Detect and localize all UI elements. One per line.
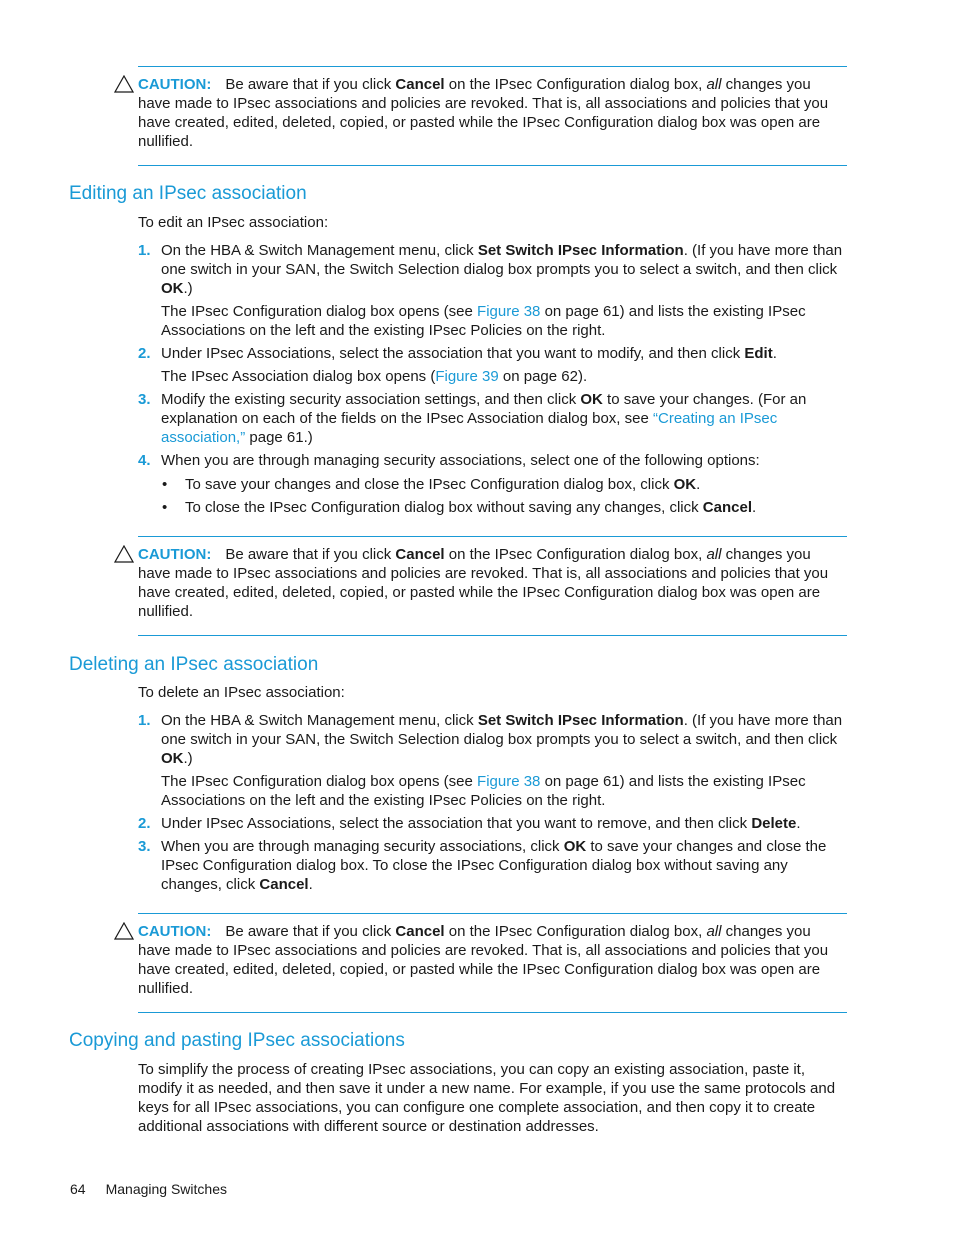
caution-all-italic: all	[706, 923, 722, 940]
caution-text	[138, 545, 847, 621]
text-part: .)	[183, 280, 193, 297]
text-part: When you are through managing security associations, click	[161, 838, 564, 855]
caution-text	[138, 922, 847, 998]
section-heading-editing: Editing an IPsec association	[69, 183, 307, 204]
caution-label: CAUTION:	[138, 923, 212, 940]
edit-bold: Edit	[744, 345, 773, 362]
text-part: On the HBA & Switch Management menu, click	[161, 712, 478, 729]
figure-39-link[interactable]: Figure 39	[435, 368, 499, 385]
caution-label: CAUTION:	[138, 76, 212, 93]
editing-option-cancel	[162, 498, 847, 517]
creating-ipsec-association-link[interactable]: “Creating an IPsec association,”	[161, 410, 778, 446]
text-part: The IPsec Configuration dialog box opens (see	[161, 303, 478, 320]
text-part: to save your changes. (For an explanation on each of the fields on the IPsec Association dialog box, see	[161, 391, 807, 427]
deleting-intro: To delete an IPsec association:	[138, 684, 345, 701]
caution-all-italic: all	[706, 546, 722, 563]
text-part: To save your changes and close the IPsec Configuration dialog box, click	[185, 476, 674, 493]
ok-bold: OK	[161, 280, 184, 297]
cancel-bold: Cancel	[259, 876, 309, 893]
figure-38-link[interactable]: Figure 38	[477, 303, 541, 320]
text-part: .	[752, 499, 757, 516]
caution-text-part: on the IPsec Configuration dialog box,	[444, 923, 707, 940]
text-part: on page 61) and lists the existing IPsec Associations on the left and the existing IPsec Policies on the right.	[161, 303, 806, 339]
step-number: 2.	[138, 345, 151, 362]
step-text	[161, 814, 847, 833]
deleting-step-1	[138, 711, 847, 772]
page-number: 64	[70, 1181, 86, 1197]
step-number: 4.	[138, 452, 151, 469]
section-heading-deleting: Deleting an IPsec association	[69, 654, 319, 675]
text-part: . (If you have more than one switch in your SAN, the Switch Selection dialog box prompts you to select a switch, and then click	[161, 712, 843, 748]
step-number: 3.	[138, 391, 151, 408]
editing-intro: To edit an IPsec association:	[138, 214, 329, 231]
step-text	[161, 711, 847, 768]
caution-callout	[138, 66, 847, 166]
text-part: on page 62).	[498, 368, 588, 385]
text-part: Under IPsec Associations, select the association that you want to modify, and then click	[161, 345, 745, 362]
copying-paragraph: To simplify the process of creating IPsec associations, you can copy an existing association, paste it, modify it as needed, and then save it under a new name. For example, if you use the same protocols and keys for all IPsec associations, you can configure one complete association, and then copy it to create additional associations with different source or destination addresses.	[138, 1061, 836, 1135]
text-part: Under IPsec Associations, select the association that you want to remove, and then click	[161, 815, 752, 832]
text-part: on page 61) and lists the existing IPsec Associations on the left and the existing IPsec Policies on the right.	[161, 773, 806, 809]
caution-label: CAUTION:	[138, 546, 212, 563]
caution-text-part: changes you have made to IPsec associations and policies are revoked. That is, all associations and policies that you have created, edited, deleted, copied, or pasted while the IPsec Configuration dialog box was open are nullified.	[138, 76, 829, 150]
step-text	[161, 390, 847, 447]
figure-38-link[interactable]: Figure 38	[477, 773, 541, 790]
menu-item-bold: Set Switch IPsec Information	[477, 712, 684, 729]
footer-section-title: Managing Switches	[105, 1181, 227, 1197]
caution-text	[138, 75, 847, 151]
ok-bold: OK	[161, 750, 184, 767]
caution-text-part: Be aware that if you click	[225, 923, 396, 940]
caution-text-part: Be aware that if you click	[225, 76, 396, 93]
deleting-step-3	[138, 837, 847, 898]
editing-option-save	[162, 475, 847, 494]
step-text: When you are through managing security associations, select one of the following options:	[161, 452, 760, 469]
deleting-step-2	[138, 814, 847, 837]
editing-step-1	[138, 241, 847, 302]
cancel-bold: Cancel	[702, 499, 752, 516]
ok-bold: OK	[563, 838, 587, 855]
caution-cancel-bold: Cancel	[395, 76, 445, 93]
caution-triangle-icon	[114, 545, 134, 563]
menu-item-bold: Set Switch IPsec Information	[477, 242, 684, 259]
text-part: The IPsec Configuration dialog box opens (see	[161, 773, 478, 790]
bullet-icon: •	[162, 499, 168, 516]
caution-callout	[138, 536, 847, 636]
caution-text-part: changes you have made to IPsec associations and policies are revoked. That is, all associations and policies that you have created, edited, deleted, copied, or pasted while the IPsec Configuration dialog box was open are nullified.	[138, 923, 829, 997]
step-number: 1.	[138, 712, 151, 729]
text-part: .	[308, 876, 313, 893]
editing-step-3	[138, 390, 847, 451]
editing-step-2-detail	[161, 367, 847, 386]
caution-callout	[138, 913, 847, 1013]
editing-step-1-detail	[161, 302, 847, 340]
step-text	[161, 344, 847, 363]
text-part: The IPsec Association dialog box opens (	[161, 368, 436, 385]
caution-all-italic: all	[706, 76, 722, 93]
ok-bold: OK	[673, 476, 697, 493]
text-part: Modify the existing security association settings, and then click	[161, 391, 581, 408]
caution-cancel-bold: Cancel	[395, 546, 445, 563]
caution-triangle-icon	[114, 75, 134, 93]
editing-step-4	[138, 451, 847, 474]
step-text	[161, 837, 847, 894]
text-part: page 61.)	[245, 429, 313, 446]
step-text	[161, 241, 847, 298]
text-part: . (If you have more than one switch in your SAN, the Switch Selection dialog box prompts you to select a switch, and then click	[161, 242, 843, 278]
caution-cancel-bold: Cancel	[395, 923, 445, 940]
ok-bold: OK	[580, 391, 603, 408]
caution-triangle-icon	[114, 922, 134, 940]
caution-text-part: changes you have made to IPsec associations and policies are revoked. That is, all associations and policies that you have created, edited, deleted, copied, or pasted while the IPsec Configuration dialog box was open are nullified.	[138, 546, 829, 620]
text-part: .	[696, 476, 701, 493]
text-part: to save your changes and close the IPsec Configuration dialog box. To close the IPsec Configuration dialog box without saving any changes, click	[161, 838, 827, 893]
editing-step-2	[138, 344, 847, 367]
deleting-step-1-detail	[161, 772, 847, 810]
caution-text-part: on the IPsec Configuration dialog box,	[444, 76, 707, 93]
step-number: 1.	[138, 242, 151, 259]
step-number: 3.	[138, 838, 151, 855]
delete-bold: Delete	[751, 815, 797, 832]
page-footer	[70, 1180, 227, 1199]
text-part: To close the IPsec Configuration dialog box without saving any changes, click	[185, 499, 703, 516]
text-part: .)	[183, 750, 193, 767]
step-number: 2.	[138, 815, 151, 832]
text-part: .	[796, 815, 801, 832]
bullet-icon: •	[162, 476, 168, 493]
section-heading-copying: Copying and pasting IPsec associations	[69, 1030, 405, 1051]
text-part: On the HBA & Switch Management menu, click	[161, 242, 478, 259]
text-part: .	[772, 345, 777, 362]
caution-text-part: on the IPsec Configuration dialog box,	[444, 546, 707, 563]
caution-text-part: Be aware that if you click	[225, 546, 396, 563]
